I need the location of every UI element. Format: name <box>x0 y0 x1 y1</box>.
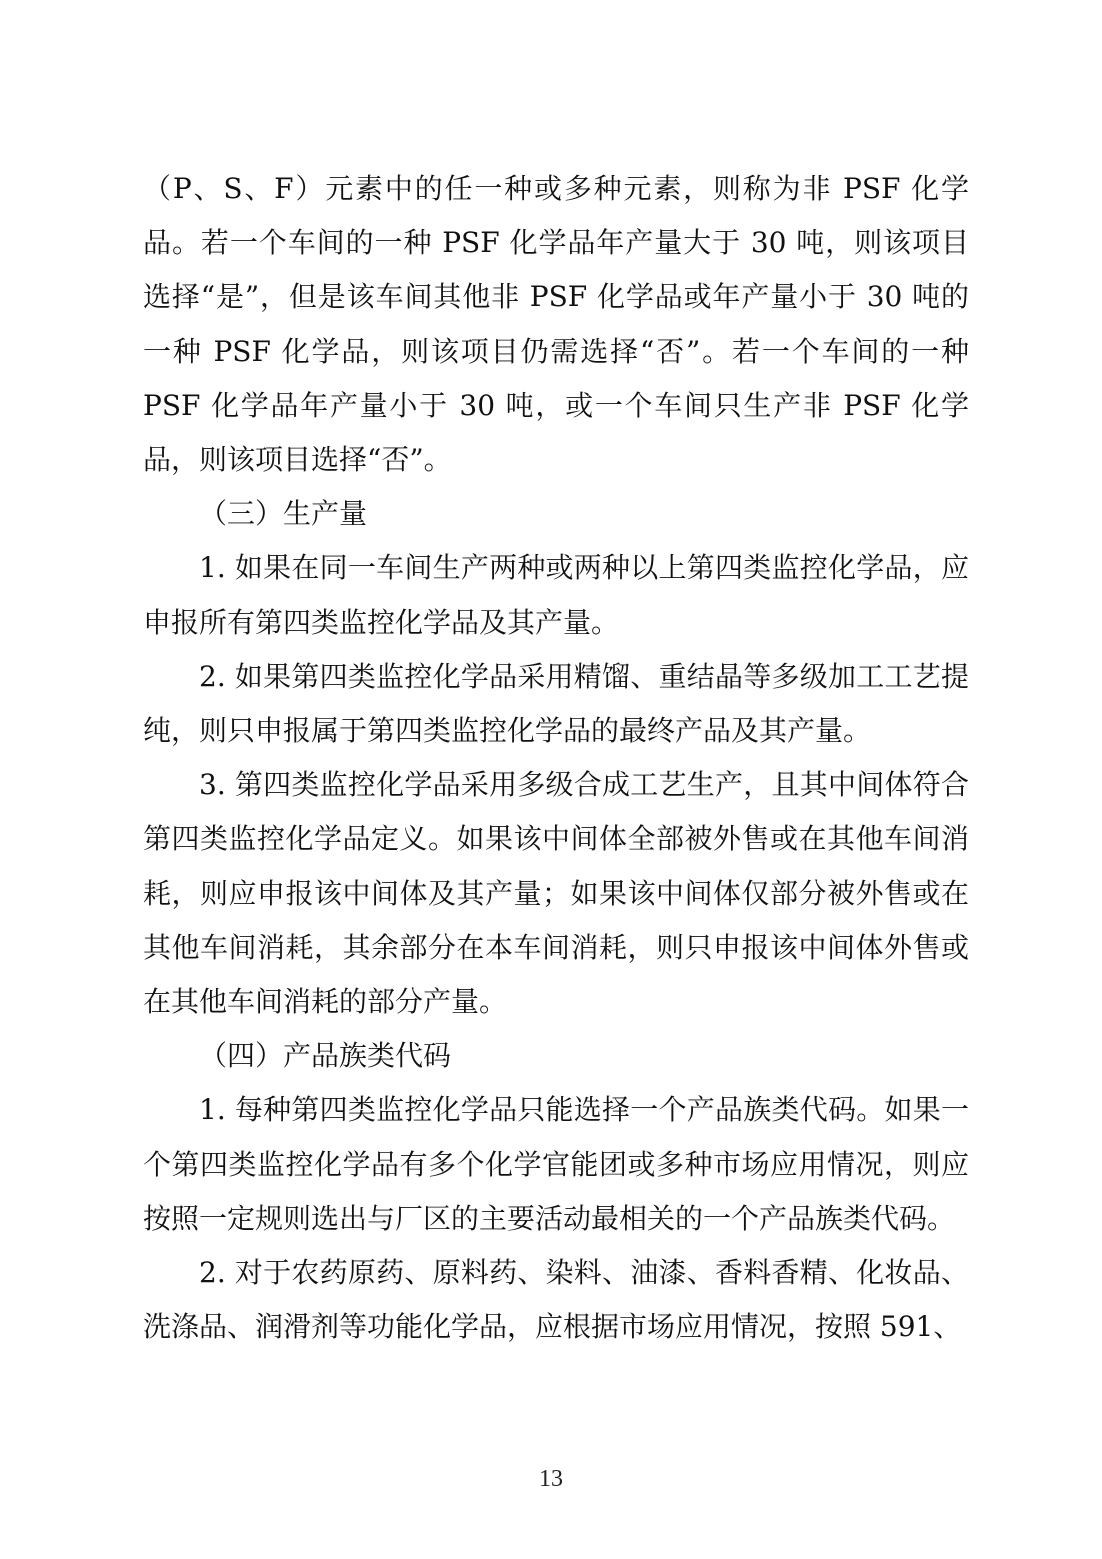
paragraph-code-item-2: 2. 对于农药原药、原料药、染料、油漆、香料香精、化妆品、洗涤品、润滑剂等功能化学品，应根据市场应用情况，按照 591、 <box>143 1256 969 1344</box>
paragraph-production-item-2: 2. 如果第四类监控化学品采用精馏、重结晶等多级加工工艺提纯，则只申报属于第四类监控化学品的最终产品及其产量。 <box>143 659 969 748</box>
paragraph-production-item-3: 3. 第四类监控化学品采用多级合成工艺生产，且其中间体符合第四类监控化学品定义。如果该中间体全部被外售或在其他车间消耗，则应申报该中间体及其产量；如果该中间体仅部分被外售或在其他车间消耗，其余部分在本车间消耗，则只申报该中间体外售或在其他车间消耗的部分产量。 <box>143 768 969 1019</box>
body-text <box>143 162 969 1354</box>
page-number: 13 <box>539 1466 563 1492</box>
section-heading-product-family-code: （四）产品族类代码 <box>199 1039 452 1073</box>
paragraph-psf-definition: （P、S、F）元素中的任一种或多种元素，则称为非 PSF 化学品。若一个车间的一种 PSF 化学品年产量大于 30 吨，则该项目选择“是”，但是该车间其他非 PSF 化学品或年产量小于 30 吨的一种 PSF 化学品，则该项目仍需选择“否”。若一个车间的一种 PSF 化学品年产量小于 30 吨，或一个车间只生产非 PSF 化学品，则该项目选择“否”。 <box>143 172 969 477</box>
paragraph-code-item-1: 1. 每种第四类监控化学品只能选择一个产品族类代码。如果一个第四类监控化学品有多个化学官能团或多种市场应用情况，则应按照一定规则选出与厂区的主要活动最相关的一个产品族类代码。 <box>143 1093 969 1235</box>
section-heading-production: （三）生产量 <box>199 497 368 531</box>
paragraph-production-item-1: 1. 如果在同一车间生产两种或两种以上第四类监控化学品，应申报所有第四类监控化学品及其产量。 <box>143 551 969 639</box>
